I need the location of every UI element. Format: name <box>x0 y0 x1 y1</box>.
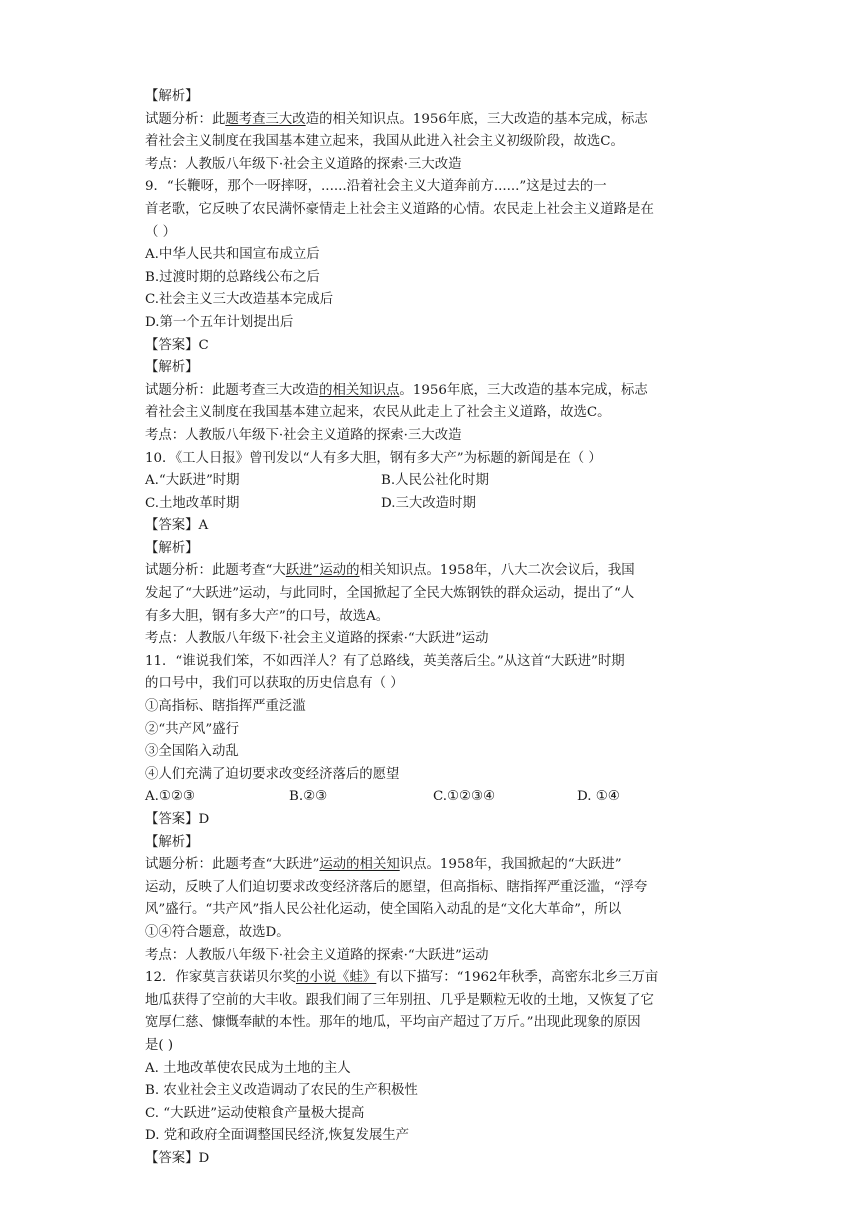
statement-1: ①高指标、瞎指挥严重泛滥 <box>145 699 306 715</box>
question-12-blank: 是( ) <box>145 1037 174 1053</box>
options-row <box>145 786 725 809</box>
option-b: B.人民公社化时期 <box>381 473 489 489</box>
analysis-heading: 【解析】 <box>145 360 199 376</box>
option-b: B.②③ <box>289 789 328 805</box>
option-d: D. 党和政府全面调整国民经济,恢复发展生产 <box>145 1128 410 1144</box>
analysis-heading: 【解析】 <box>145 89 199 104</box>
analysis-text: 试题分析：此题考查“大跃进”运动的相关知识点。1958年，我国掀起的“大跃进” <box>145 857 622 873</box>
analysis-text: ①④符合题意，故选D。 <box>145 924 290 940</box>
option-c: C.①②③④ <box>433 789 496 805</box>
analysis-heading: 【解析】 <box>145 834 199 850</box>
statement-3: ③全国陷入动乱 <box>145 744 239 760</box>
analysis-text: 有多大胆，钢有多大产”的口号，故选A。 <box>145 608 390 624</box>
document-content <box>145 86 725 1171</box>
analysis-text: 着社会主义制度在我国基本建立起来，我国从此进入社会主义初级阶段，故选C。 <box>145 134 624 150</box>
question-12: 12．作家莫言获诺贝尔奖的小说《蛙》有以下描写：“1962年秋季，高密东北乡三万亩 <box>145 970 659 986</box>
question-9: 9．“长鞭呀，那个一呀摔呀，......沿着社会主义大道奔前方......”这是过去的一 <box>145 179 607 195</box>
question-11: 11．“谁说我们笨，不如西洋人？有了总路线，英美落后尘。”从这首“大跃进”时期 <box>145 653 625 669</box>
answer: 【答案】C <box>145 337 209 353</box>
question-12-text: 地瓜获得了空前的大丰收。跟我们闹了三年别扭、几乎是颗粒无收的土地，又恢复了它 <box>145 992 654 1008</box>
options-row <box>145 470 725 493</box>
options-row <box>145 493 725 516</box>
analysis-text: 试题分析：此题考查“大跃进”运动的相关知识点。1958年，八大二次会议后，我国 <box>145 563 635 579</box>
analysis-text: 风”盛行。“共产风”指人民公社化运动，使全国陷入动乱的是“文化大革命”，所以 <box>145 902 622 918</box>
answer: 【答案】A <box>145 518 209 534</box>
option-d: D. ①④ <box>577 789 620 805</box>
option-d: D.第一个五年计划提出后 <box>145 314 294 330</box>
option-b: B. 农业社会主义改造调动了农民的生产积极性 <box>145 1083 418 1099</box>
analysis-text: 试题分析：此题考查三大改造的相关知识点。1956年底，三大改造的基本完成，标志 <box>145 111 648 127</box>
question-10: 10．《工人日报》曾刊发以“人有多大胆，钢有多大产”为标题的新闻是在（ ） <box>145 450 602 466</box>
analysis-text: 运动，反映了人们迫切要求改变经济落后的愿望，但高指标、瞎指挥严重泛滥，“浮夸 <box>145 879 648 895</box>
statement-2: ②“共产风”盛行 <box>145 721 240 737</box>
option-c: C.土地改革时期 <box>145 495 240 511</box>
option-a: A.①②③ <box>145 789 195 805</box>
question-11-text: 的口号中，我们可以获取的历史信息有（ ） <box>145 676 404 692</box>
analysis-text: 着社会主义制度在我国基本建立起来，农民从此走上了社会主义道路，故选C。 <box>145 405 611 421</box>
question-12-text: 宽厚仁慈、慷慨奉献的本性。那年的地瓜，平均亩产超过了万斤。”出现此现象的原因 <box>145 1015 641 1031</box>
analysis-text: 试题分析：此题考查三大改造的相关知识点。1956年底，三大改造的基本完成，标志 <box>145 382 648 398</box>
option-c: C. “大跃进”运动使粮食产量极大提高 <box>145 1105 365 1121</box>
exam-point: 考点：人教版八年级下·社会主义道路的探索·三大改造 <box>145 156 462 172</box>
exam-point: 考点：人教版八年级下·社会主义道路的探索·“大跃进”运动 <box>145 631 489 647</box>
answer: 【答案】D <box>145 812 210 827</box>
analysis-heading: 【解析】 <box>145 540 199 556</box>
option-d: D.三大改造时期 <box>381 495 476 511</box>
option-b: B.过渡时期的总路线公布之后 <box>145 269 320 285</box>
exam-point: 考点：人教版八年级下·社会主义道路的探索·三大改造 <box>145 427 462 443</box>
statement-4: ④人们充满了迫切要求改变经济落后的愿望 <box>145 766 400 782</box>
option-a: A.中华人民共和国宣布成立后 <box>145 247 320 263</box>
analysis-text: 发起了“大跃进”运动，与此同时，全国掀起了全民大炼钢铁的群众运动，提出了“人 <box>145 586 635 602</box>
exam-point: 考点：人教版八年级下·社会主义道路的探索·“大跃进”运动 <box>145 947 489 963</box>
option-c: C.社会主义三大改造基本完成后 <box>145 292 334 308</box>
option-a: A. 土地改革使农民成为土地的主人 <box>145 1060 351 1076</box>
answer: 【答案】D <box>145 1150 210 1166</box>
question-9-text: 首老歌，它反映了农民满怀豪情走上社会主义道路的心情。农民走上社会主义道路是在 <box>145 201 654 217</box>
option-a: A.“大跃进”时期 <box>145 473 240 489</box>
question-9-blank: （ ） <box>145 224 177 240</box>
